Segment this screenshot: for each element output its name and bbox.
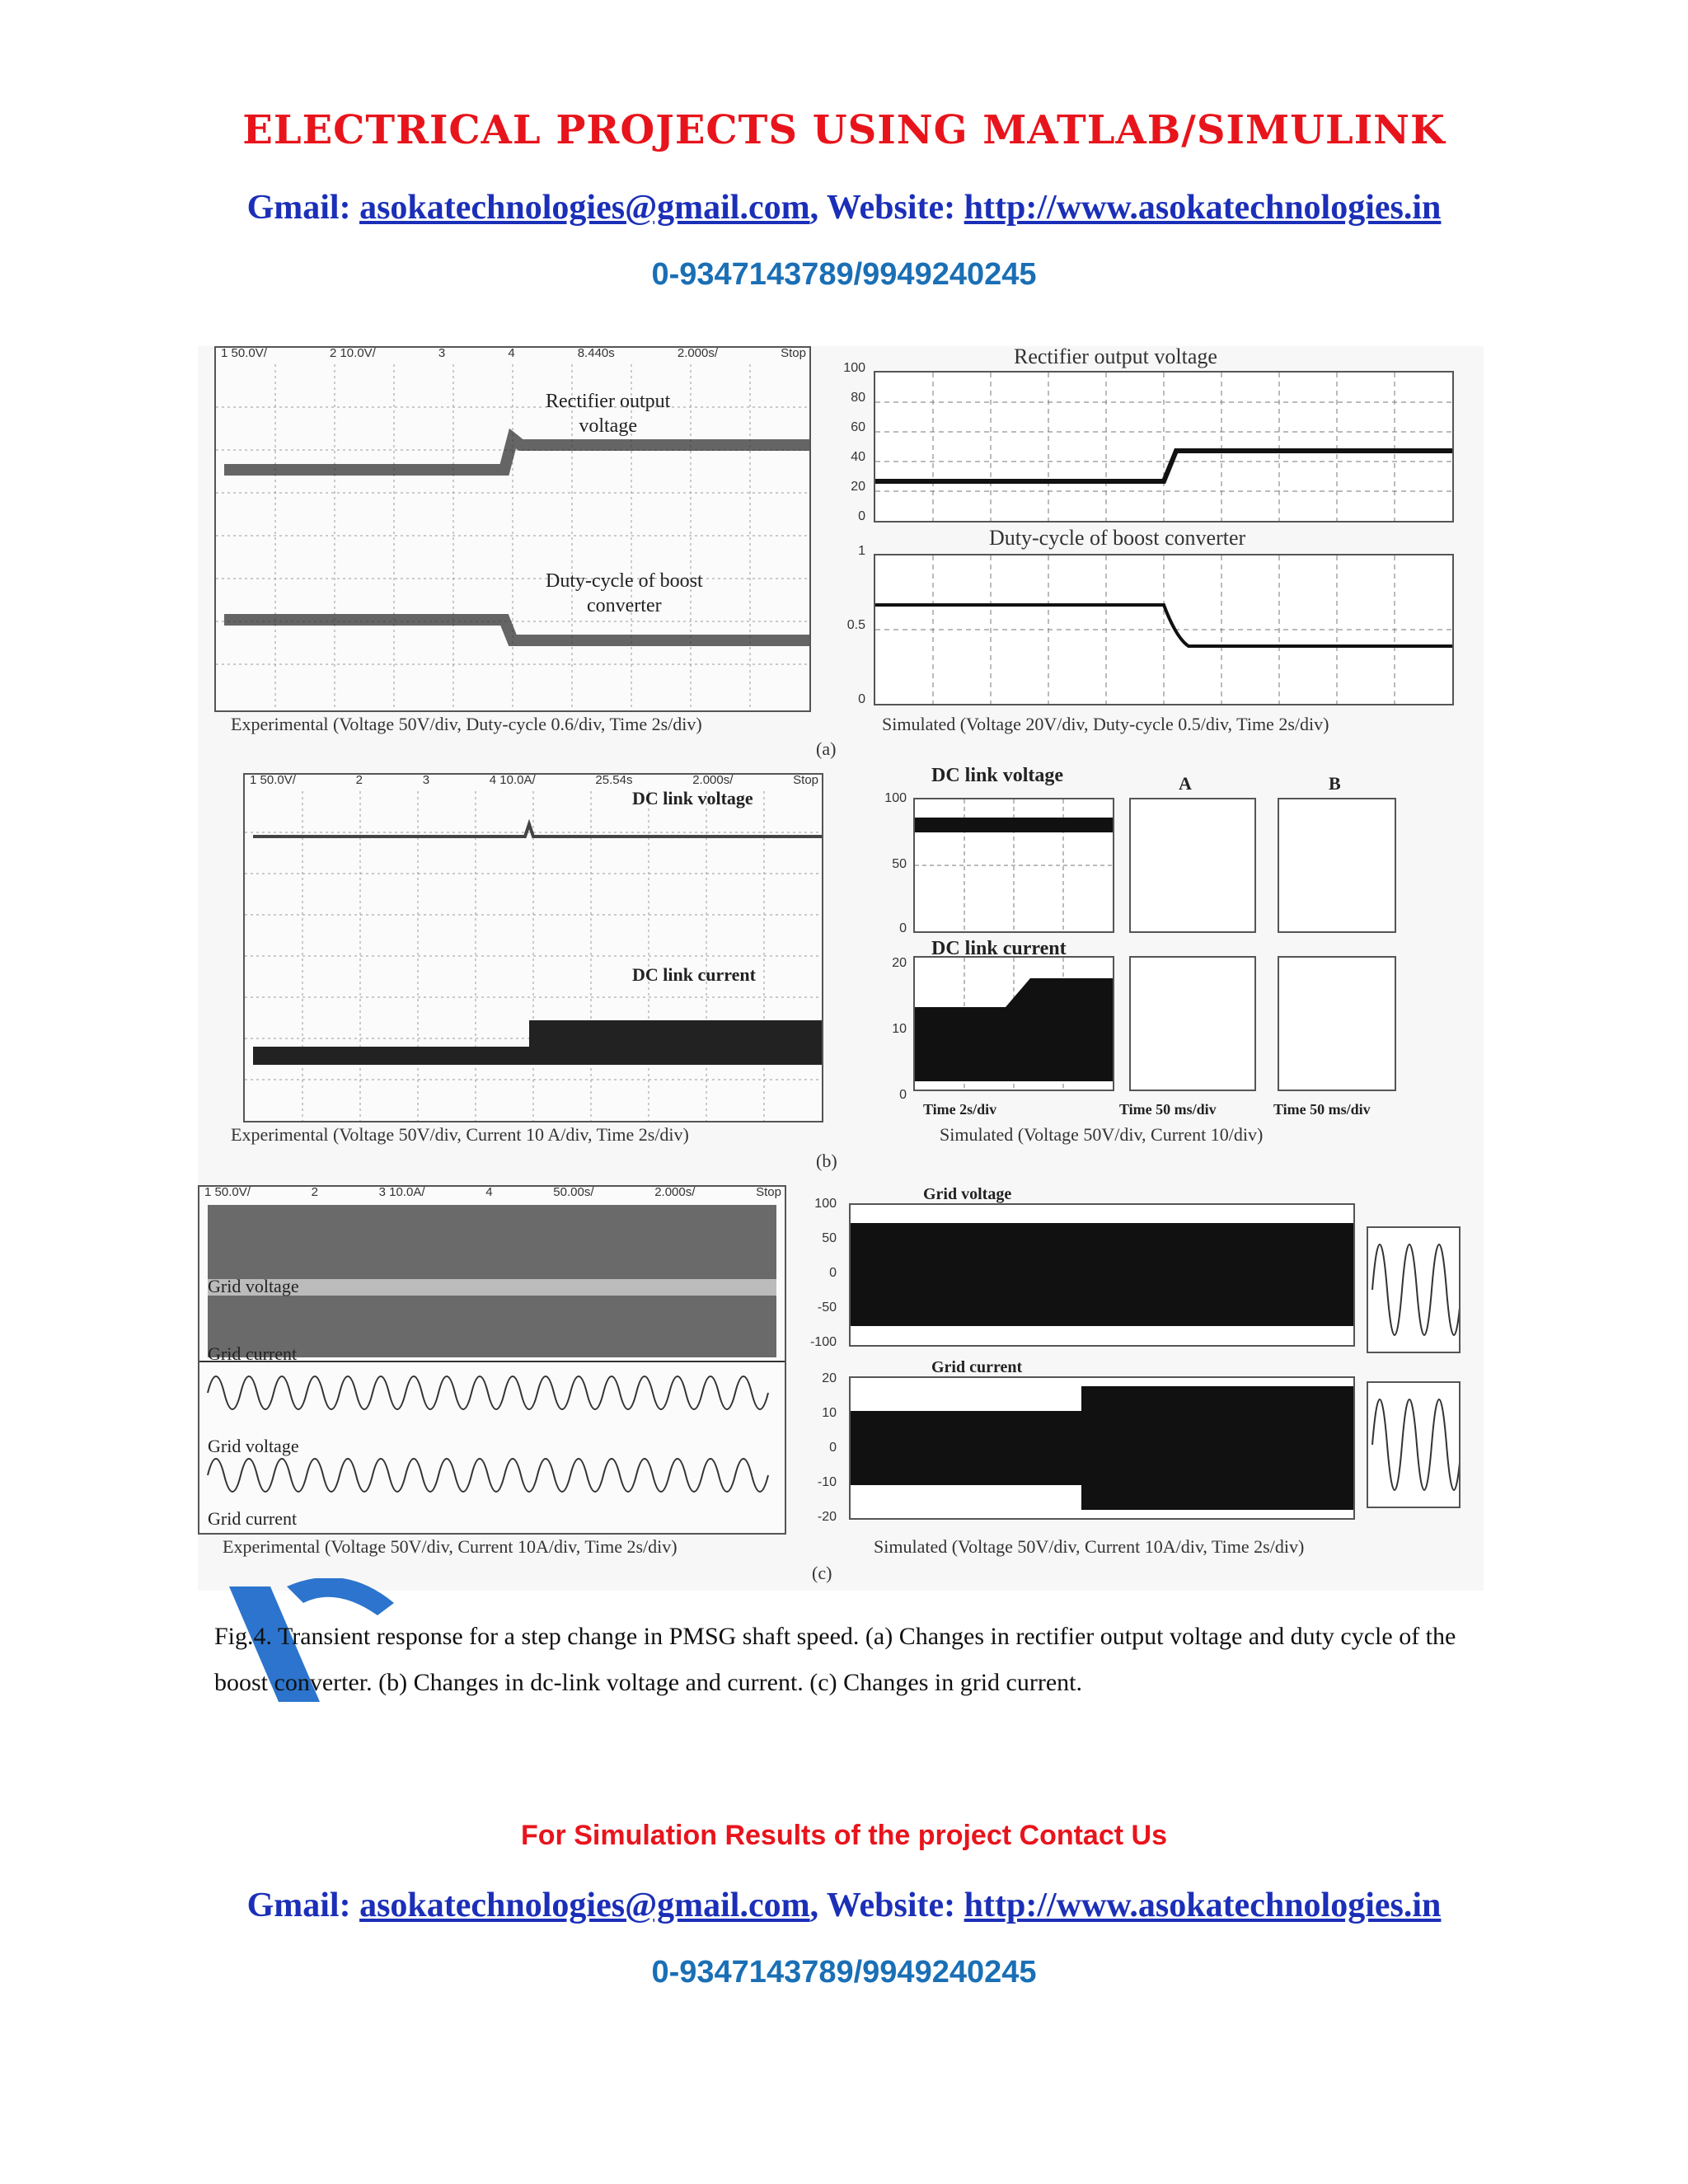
fig-b-zoom-a-voltage (1129, 798, 1256, 933)
website-link[interactable]: http://www.asokatechnologies.in (964, 1886, 1442, 1924)
sim-c-current-trace (851, 1378, 1353, 1518)
ann-dc-link-current: DC link current (632, 964, 756, 985)
tick: 10 (892, 1022, 907, 1036)
sim-a-title-duty: Duty-cycle of boost converter (989, 526, 1246, 550)
sim-c-title-current: Grid current (931, 1358, 1023, 1376)
time-label-3: Time 50 ms/div (1273, 1101, 1371, 1118)
time-label-2: Time 50 ms/div (1119, 1101, 1217, 1118)
fig-a-exp-caption: Experimental (Voltage 50V/div, Duty-cycle 0.6/div, Time 2s/div) (231, 714, 702, 734)
zoom-current-trace (1368, 1383, 1459, 1507)
tick: 0 (858, 509, 865, 523)
website-label: , Website: (809, 189, 956, 227)
sim-b-voltage-trace (915, 799, 1113, 931)
tick: 100 (884, 791, 907, 805)
ann-duty-cycle: Duty-cycle of boost converter (546, 570, 703, 616)
tick: 0 (829, 1441, 837, 1455)
fig-c-zoom-current (1367, 1381, 1461, 1508)
fig-c-zoom-voltage (1367, 1226, 1461, 1353)
scope-header: 1 50.0V/ 2 3 10.0A/ 4 50.00s/ 2.000s/ Stop (204, 1185, 781, 1199)
scope-b-traces (245, 775, 822, 1121)
tick: 40 (851, 450, 865, 464)
tick: 0 (899, 921, 907, 935)
ann-dc-link-voltage: DC link voltage (632, 788, 753, 808)
fig-b-exp-caption: Experimental (Voltage 50V/div, Current 10 A/div, Time 2s/div) (231, 1124, 689, 1145)
footer-contact (0, 1886, 1688, 1925)
tick: -20 (817, 1510, 837, 1524)
ann-grid-current-1: Grid current (208, 1343, 298, 1364)
sim-a-voltage-trace (875, 373, 1452, 521)
footer-phone: 0-9347143789/9949240245 (651, 1955, 1037, 1990)
sim-b-title-voltage: DC link voltage (931, 765, 1064, 786)
fig-b-experimental-scope (243, 773, 823, 1122)
tick: 1 (858, 544, 865, 558)
figure-4 (198, 346, 1484, 1591)
zoom-label-a: A (1179, 773, 1192, 794)
tick: 50 (892, 857, 907, 871)
tick: -50 (817, 1301, 837, 1315)
tick: 100 (843, 361, 865, 375)
tick: 80 (851, 391, 865, 405)
gmail-link[interactable]: asokatechnologies@gmail.com (359, 1886, 810, 1924)
sim-b-title-current: DC link current (931, 938, 1067, 959)
scope-header: 1 50.0V/ 2 10.0V/ 3 4 8.440s 2.000s/ Stop (221, 346, 806, 360)
fig-c-sim-voltage-plot (849, 1203, 1355, 1347)
sim-a-duty-trace (875, 555, 1452, 704)
fig-b-sim-caption: Simulated (Voltage 50V/div, Current 10/div) (940, 1124, 1264, 1145)
website-label: , Website: (809, 1886, 956, 1924)
tick: 20 (851, 480, 865, 494)
gmail-label: Gmail: (246, 1886, 351, 1924)
fig-c-experimental-scope (198, 1185, 786, 1535)
fig-a-label: (a) (816, 738, 837, 759)
tick: 100 (814, 1197, 837, 1211)
tick: 10 (822, 1406, 837, 1420)
header-phone: 0-9347143789/9949240245 (651, 257, 1037, 292)
fig-c-label: (c) (812, 1563, 832, 1583)
fig-a-sim-caption: Simulated (Voltage 20V/div, Duty-cycle 0.5/div, Time 2s/div) (882, 714, 1329, 734)
header-contact (0, 188, 1688, 227)
ann-grid-current-2: Grid current (208, 1508, 298, 1529)
fig-c-sim-caption: Simulated (Voltage 50V/div, Current 10A/div, Time 2s/div) (874, 1536, 1305, 1557)
zoom-voltage-trace (1368, 1228, 1459, 1352)
fig-b-zoom-b-voltage (1278, 798, 1396, 933)
tick: 20 (822, 1371, 837, 1385)
sim-b-current-trace (915, 958, 1113, 1090)
website-link[interactable]: http://www.asokatechnologies.in (964, 189, 1442, 227)
tick: 0 (899, 1088, 907, 1102)
tick: 0 (829, 1266, 837, 1280)
gmail-link[interactable]: asokatechnologies@gmail.com (359, 189, 810, 227)
tick: 50 (822, 1231, 837, 1245)
fig-a-sim-duty-plot (874, 554, 1454, 705)
tick: 0 (858, 692, 865, 706)
fig-a-experimental-scope (214, 346, 811, 712)
tick: 60 (851, 420, 865, 434)
ann-grid-voltage-2: Grid voltage (208, 1436, 299, 1456)
page-title: ELECTRICAL PROJECTS USING MATLAB/SIMULINK (242, 107, 1446, 153)
fig-b-sim-current-plot (913, 956, 1114, 1091)
sim-a-title-voltage: Rectifier output voltage (1014, 344, 1217, 368)
fig-a-sim-voltage-plot (874, 371, 1454, 523)
ann-rectifier-output: Rectifier output voltage (546, 391, 671, 437)
tick: -10 (817, 1475, 837, 1489)
fig-c-exp-caption: Experimental (Voltage 50V/div, Current 10A/div, Time 2s/div) (223, 1536, 678, 1557)
ann-grid-voltage-1: Grid voltage (208, 1276, 299, 1296)
time-label-1: Time 2s/div (923, 1101, 997, 1118)
figure-caption: Fig.4. Transient response for a step change in PMSG shaft speed. (a) Changes in rectifier output voltage and duty cycle of the boost converter. (b) Changes in dc-link voltage and current. (c) Changes in grid current. (214, 1623, 1456, 1696)
fig-c-sim-current-plot (849, 1376, 1355, 1520)
sim-c-title-voltage: Grid voltage (923, 1185, 1012, 1203)
zoom-label-b: B (1329, 773, 1341, 794)
scope-a-traces (216, 348, 809, 710)
tick: -100 (809, 1335, 837, 1349)
gmail-label: Gmail: (246, 189, 351, 227)
footer-notice: For Simulation Results of the project Contact Us (521, 1820, 1167, 1851)
tick: 0.5 (846, 618, 865, 632)
fig-b-zoom-b-current (1278, 956, 1396, 1091)
sim-c-voltage-trace (851, 1205, 1353, 1345)
tick: 20 (892, 956, 907, 970)
fig-b-zoom-a-current (1129, 956, 1256, 1091)
fig-b-sim-voltage-plot (913, 798, 1114, 933)
scope-header: 1 50.0V/ 2 3 4 10.0A/ 25.54s 2.000s/ Stop (250, 773, 818, 787)
fig-b-label: (b) (816, 1151, 837, 1171)
